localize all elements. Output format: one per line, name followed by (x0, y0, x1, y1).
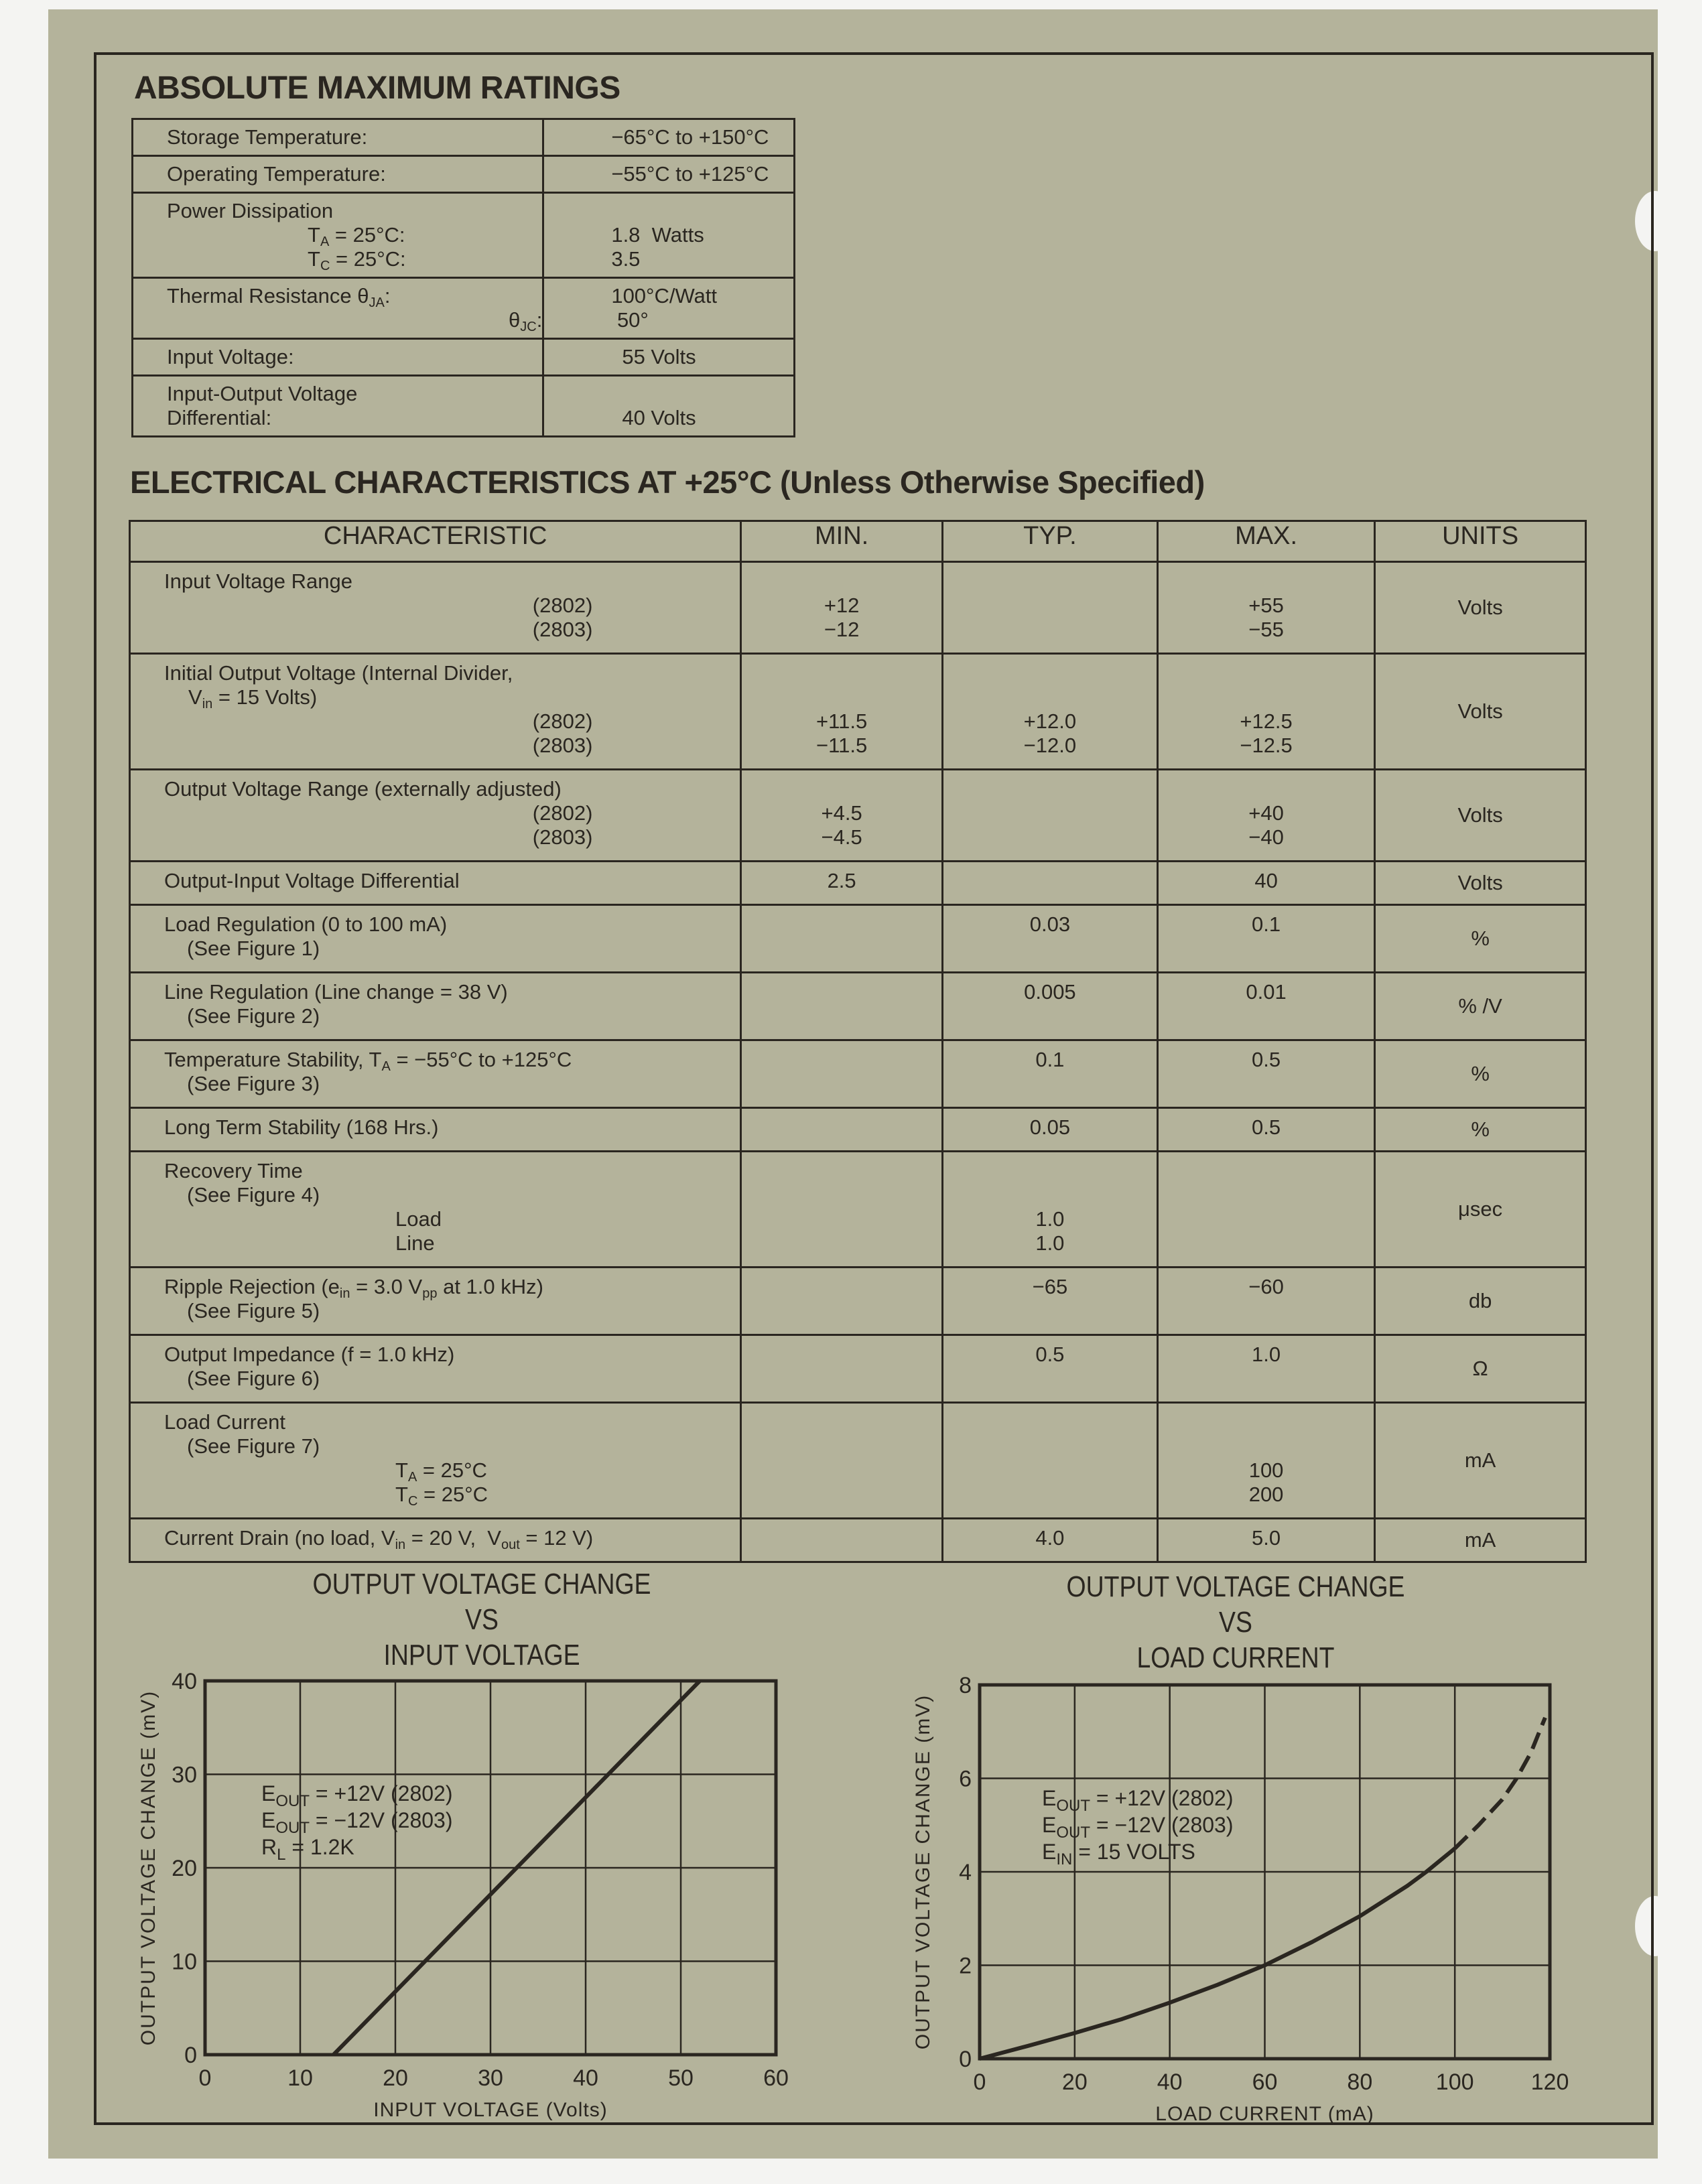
subscript: OUT (1056, 1797, 1091, 1815)
x-axis-label: INPUT VOLTAGE (Volts) (373, 2099, 608, 2121)
max-value: −40 (1248, 825, 1284, 849)
max-value: 40 (1254, 869, 1278, 892)
min-value: +12 (824, 594, 860, 617)
x-tick-label: 0 (198, 2065, 212, 2091)
text-segment: = 3.0 V (350, 1275, 423, 1298)
column-header: UNITS (1375, 521, 1586, 562)
text-segment: E (1042, 1786, 1057, 1810)
units-cell: Volts (1375, 862, 1586, 905)
text-segment: (2802) (532, 594, 593, 617)
subscript: C (407, 1494, 418, 1509)
units-cell: % (1375, 905, 1586, 973)
max-value: +40 (1248, 801, 1284, 825)
typ-value: 1.0 (1035, 1207, 1065, 1231)
chart2-title-line: VS (1219, 1606, 1252, 1639)
text-segment: Thermal Resistance θ (167, 284, 369, 308)
typ-value: −12.0 (1023, 734, 1077, 757)
x-tick-label: 60 (1252, 2069, 1278, 2095)
amr-title: ABSOLUTE MAXIMUM RATINGS (134, 70, 620, 106)
y-tick-label: 2 (959, 1953, 972, 1979)
subscript: out (501, 1538, 520, 1552)
rating-value-line: −65°C to +150°C (611, 125, 769, 149)
subscript: OUT (1056, 1824, 1091, 1842)
subscript: in (395, 1538, 406, 1552)
column-header: MIN. (741, 521, 942, 562)
text-segment: Temperature Stability, T (164, 1048, 382, 1071)
units-cell: % /V (1375, 973, 1586, 1040)
text-segment: Load (395, 1207, 442, 1231)
typ-value: 1.0 (1035, 1231, 1065, 1255)
text-segment: Storage Temperature: (167, 125, 368, 149)
y-tick-label: 40 (172, 1669, 197, 1694)
x-tick-label: 10 (287, 2065, 313, 2091)
ec-title: ELECTRICAL CHARACTERISTICS AT +25°C (Unless Otherwise Specified) (130, 464, 1205, 500)
max-value: 5.0 (1252, 1526, 1281, 1550)
max-value: 1.0 (1252, 1343, 1281, 1366)
subscript: JA (369, 295, 385, 310)
units-cell: db (1375, 1268, 1586, 1335)
text-segment: = 25°C (417, 1458, 487, 1482)
units-cell: Ω (1375, 1335, 1586, 1403)
chart-annotation (1042, 1840, 1195, 1868)
y-tick-label: 30 (172, 1762, 197, 1788)
text-segment: : (384, 284, 391, 308)
units-cell: Volts (1375, 562, 1586, 654)
text-segment: = 15 VOLTS (1072, 1840, 1195, 1864)
text-segment: Initial Output Voltage (Internal Divider, (164, 661, 513, 685)
max-value: 0.1 (1252, 912, 1281, 936)
text-segment: = 25°C: (329, 223, 405, 247)
max-value: 0.5 (1252, 1048, 1281, 1071)
chart1-title-line: OUTPUT VOLTAGE CHANGE (312, 1568, 651, 1600)
text-segment: = 25°C: (330, 247, 406, 271)
y-tick-label: 4 (959, 1860, 972, 1885)
chart2-title-line: OUTPUT VOLTAGE CHANGE (1066, 1570, 1405, 1603)
text-segment: R (261, 1835, 277, 1859)
units-cell: Volts (1375, 770, 1586, 862)
text-segment: Line (395, 1231, 435, 1255)
max-value: −60 (1248, 1275, 1284, 1298)
text-segment: Long Term Stability (168 Hrs.) (164, 1115, 439, 1139)
typ-value: 0.05 (1029, 1115, 1071, 1139)
subscript: A (320, 234, 330, 249)
text-segment: (See Figure 4) (187, 1183, 320, 1207)
text-segment: = 12 V) (519, 1526, 594, 1550)
text-segment: T (308, 223, 320, 247)
x-tick-label: 120 (1530, 2069, 1569, 2095)
y-tick-label: 0 (959, 2047, 972, 2072)
text-segment: Power Dissipation (167, 199, 334, 222)
text-segment: (2803) (532, 734, 593, 757)
y-tick-label: 10 (172, 1949, 197, 1975)
chart-annotation (261, 1808, 453, 1837)
text-segment: = 25°C (417, 1483, 488, 1506)
column-header: CHARACTERISTIC (130, 521, 741, 562)
text-segment: (See Figure 7) (187, 1434, 320, 1458)
text-segment: = −55°C to +125°C (390, 1048, 572, 1071)
subscript: L (277, 1846, 286, 1864)
text-segment: E (261, 1808, 276, 1832)
units-cell: % (1375, 1108, 1586, 1152)
text-segment: at 1.0 kHz) (437, 1275, 543, 1298)
text-segment: = −12V (2803) (310, 1808, 453, 1832)
subscript: pp (422, 1286, 438, 1301)
max-value: +55 (1248, 594, 1284, 617)
max-value: 100 (1248, 1458, 1284, 1482)
units-cell: Volts (1375, 654, 1586, 770)
text-segment: = 20 V, V (405, 1526, 501, 1550)
typ-value: 4.0 (1035, 1526, 1065, 1550)
text-segment: = 15 Volts) (212, 685, 318, 709)
units-cell: % (1375, 1040, 1586, 1108)
typ-value: 0.1 (1035, 1048, 1065, 1071)
text-segment: Output Voltage Range (externally adjusted) (164, 777, 562, 801)
chart-annotation (261, 1835, 354, 1864)
subscript: C (320, 259, 330, 273)
column-header: TYP. (942, 521, 1157, 562)
chart-annotation (1042, 1813, 1234, 1842)
chart2-title-line: LOAD CURRENT (1136, 1641, 1335, 1674)
subscript: IN (1056, 1850, 1073, 1868)
text-segment: Operating Temperature: (167, 162, 386, 186)
text-segment: Input Voltage: (167, 345, 294, 368)
text-segment: Current Drain (no load, V (164, 1526, 395, 1550)
text-segment: E (1042, 1813, 1057, 1837)
y-axis-label: OUTPUT VOLTAGE CHANGE (mV) (137, 1690, 159, 2046)
typ-value: 0.005 (1024, 980, 1076, 1004)
typ-value: +12.0 (1023, 709, 1077, 733)
min-value: −11.5 (816, 734, 868, 757)
text-segment: = +12V (2802) (310, 1781, 453, 1805)
min-value: +11.5 (816, 709, 868, 733)
x-tick-label: 40 (573, 2065, 598, 2091)
min-value: +4.5 (821, 801, 862, 825)
units-cell: mA (1375, 1519, 1586, 1562)
text-segment: (See Figure 1) (187, 937, 320, 960)
typ-value: 0.03 (1029, 912, 1071, 936)
x-axis-label: LOAD CURRENT (mA) (1155, 2103, 1374, 2125)
rating-value-line: 55 Volts (622, 345, 696, 368)
series-line (980, 1848, 1455, 2059)
subscript: A (407, 1470, 417, 1485)
text-segment: Output Impedance (f = 1.0 kHz) (164, 1343, 455, 1366)
text-segment: Ripple Rejection (e (164, 1275, 340, 1298)
chart-annotation (261, 1781, 453, 1810)
rating-value-line: 50° (611, 308, 649, 332)
chart1-title-line: VS (465, 1603, 499, 1636)
text-segment: θ (509, 308, 521, 332)
text-segment: T (395, 1458, 408, 1482)
text-segment: : (536, 308, 543, 332)
text-segment: = +12V (2802) (1090, 1786, 1234, 1810)
min-value: −12 (824, 618, 860, 641)
text-segment: E (1042, 1840, 1057, 1864)
chart1-title-line: INPUT VOLTAGE (383, 1639, 580, 1671)
units-cell: mA (1375, 1403, 1586, 1519)
x-tick-label: 80 (1347, 2069, 1373, 2095)
x-tick-label: 60 (763, 2065, 789, 2091)
text-segment: Line Regulation (Line change = 38 V) (164, 980, 508, 1004)
text-segment: T (395, 1483, 408, 1506)
text-segment: = 1.2K (285, 1835, 354, 1859)
rating-value-line: 3.5 (611, 247, 641, 271)
max-value: −55 (1248, 618, 1284, 641)
series-line-extrapolated (1455, 1718, 1545, 1848)
x-tick-label: 20 (383, 2065, 408, 2091)
y-tick-label: 6 (959, 1766, 972, 1792)
text-segment: (See Figure 3) (187, 1072, 320, 1095)
units-cell: μsec (1375, 1152, 1586, 1268)
typ-value: −65 (1032, 1275, 1068, 1298)
max-value: +12.5 (1240, 709, 1293, 733)
y-tick-label: 20 (172, 1856, 197, 1881)
text-segment: Differential: (167, 406, 272, 429)
y-axis-label: OUTPUT VOLTAGE CHANGE (mV) (912, 1694, 934, 2050)
text-segment: Load Regulation (0 to 100 mA) (164, 912, 448, 936)
x-tick-label: 20 (1061, 2069, 1088, 2095)
subscript: JC (520, 320, 537, 334)
rating-value-line: 1.8 Watts (611, 223, 704, 247)
text-segment: V (188, 685, 202, 709)
max-value: 0.01 (1246, 980, 1287, 1004)
text-segment: Output-Input Voltage Differential (164, 869, 460, 892)
max-value: 200 (1248, 1483, 1284, 1506)
text-segment: T (308, 247, 320, 271)
text-segment: (2803) (532, 618, 593, 641)
subscript: in (339, 1286, 350, 1301)
text-segment: Input-Output Voltage (167, 382, 358, 405)
text-segment: (2803) (532, 825, 593, 849)
text-segment: Input Voltage Range (164, 569, 352, 593)
rating-value-line: 100°C/Watt (611, 284, 718, 308)
min-value: −4.5 (821, 825, 862, 849)
chart-annotation (1042, 1786, 1234, 1815)
text-segment: (2802) (532, 709, 593, 733)
subscript: A (381, 1059, 391, 1074)
x-tick-label: 50 (668, 2065, 694, 2091)
max-value: −12.5 (1240, 734, 1293, 757)
text-segment: (See Figure 2) (187, 1004, 320, 1028)
typ-value: 0.5 (1035, 1343, 1065, 1366)
x-tick-label: 40 (1157, 2069, 1183, 2095)
y-tick-label: 0 (184, 2043, 197, 2068)
x-tick-label: 0 (973, 2069, 986, 2095)
column-header: MAX. (1157, 521, 1374, 562)
text-segment: (See Figure 5) (187, 1299, 320, 1322)
rating-value-line: −55°C to +125°C (611, 162, 769, 186)
text-segment: (See Figure 6) (187, 1367, 320, 1390)
min-value: 2.5 (827, 869, 856, 892)
subscript: OUT (275, 1792, 310, 1810)
x-tick-label: 30 (478, 2065, 503, 2091)
max-value: 0.5 (1252, 1115, 1281, 1139)
x-tick-label: 100 (1435, 2069, 1474, 2095)
text-segment: Recovery Time (164, 1159, 303, 1182)
rating-value-line: 40 Volts (622, 406, 696, 429)
y-tick-label: 8 (959, 1673, 972, 1698)
text-segment: E (261, 1781, 276, 1805)
subscript: OUT (275, 1819, 310, 1837)
subscript: in (202, 697, 213, 711)
text-segment: = −12V (2803) (1090, 1813, 1234, 1837)
text-segment: (2802) (532, 801, 593, 825)
text-segment: Load Current (164, 1410, 285, 1434)
